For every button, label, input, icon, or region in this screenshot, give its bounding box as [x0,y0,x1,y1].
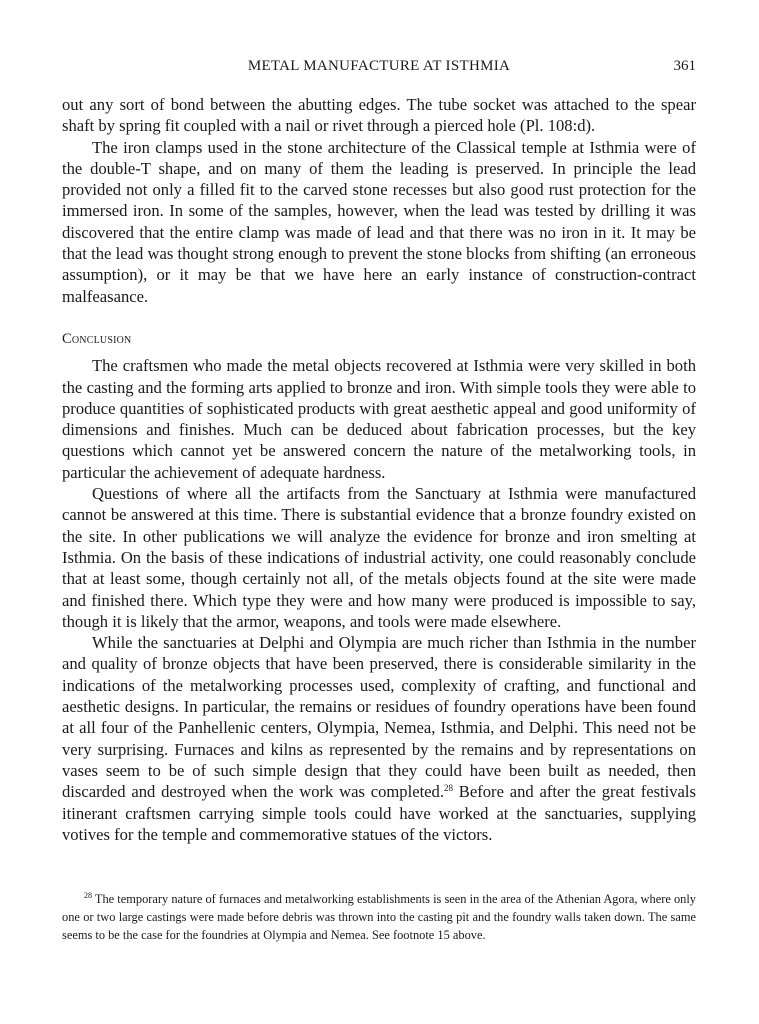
paragraph-continuation: out any sort of bond between the abutting edges. The tube socket was attached to the spear shaft by spring fit coupled with a nail or rivet through a pierced hole (Pl. 108:d). [62,95,696,136]
footnote-28 [62,890,696,944]
paragraph-questions: Questions of where all the artifacts from the Sanctuary at Isthmia were manufactured cannot be answered at this time. There is substantial evidence that a bronze foundry existed on the site. In other publications we will analyze the evidence for bronze and iron smelting at Isthmia. On the basis of these indications of industrial activity, one could reasonably conclude that at least some, though certainly not all, of the metals objects found at the site were made and finished there. Which type they were and how many were produced is impossible to say, though it is likely that the armor, weapons, and tools were made elsewhere. [62,484,696,631]
footnote-marker: 28 [84,891,92,900]
page-number: 361 [673,58,696,74]
sanctuaries-text-before-note: While the sanctuaries at Delphi and Olympia are much richer than Isthmia in the number and quality of bronze objects that have been preserved, there is considerable similarity in the indications of the metalworking processes used, complexity of crafting, and functional and aesthetic designs. In particular, the remains or residues of foundry operations have been found at all four of the Panhellenic centers, Olympia, Nemea, Isthmia, and Delphi. This need not be very surprising. Furnaces and kilns as represented by the remains and by representations on vases seem to be of such simple design that they could have been built as needed, then discarded and destroyed when the work was completed. [62,633,696,802]
paragraph-craftsmen: The craftsmen who made the metal objects recovered at Isthmia were very skilled in both the casting and the forming arts applied to bronze and iron. With simple tools they were able to produce quantities of sophisticated products with great aesthetic appeal and good uniformity of dimensions and finishes. Much can be deduced about fabrication processes, but the key questions which cannot yet be answered concern the nature of the metalworking tools, in particular the achievement of adequate hardness. [62,356,696,482]
footnote-text: The temporary nature of furnaces and metalworking establishments is seen in the area of the Athenian Agora, where only one or two large castings were made before debris was thrown into the casting pit and the foundry walls taken down. The same seems to be the case for the foundries at Olympia and Nemea. See footnote 15 above. [62,892,696,942]
body-text [62,94,696,845]
section-heading-conclusion: Conclusion [62,330,132,347]
sanctuaries-text-after-note: Before and after the great festivals itinerant craftsmen carrying simple tools could have worked at the sanctuaries, supplying votives for the temple and commemorative statues of the victors. [62,782,696,844]
footnote-reference-28[interactable]: 28 [444,783,453,794]
paragraph-sanctuaries [62,632,696,845]
paragraph-iron-clamps: The iron clamps used in the stone architecture of the Classical temple at Isthmia were of the double-T shape, and on many of them the leading is preserved. In principle the lead provided not only a filled fit to the carved stone recesses but also good rust protection for the immersed iron. In some of the samples, however, when the lead was tested by drilling it was discovered that the entire clamp was made of lead and that there was no iron in it. It may be that the lead was thought strong enough to prevent the stone blocks from shifting (an erroneous assumption), or it may be that we have here an early instance of construction-contract malfeasance. [62,137,696,306]
running-head [62,58,696,80]
running-title: METAL MANUFACTURE AT ISTHMIA [247,58,511,74]
